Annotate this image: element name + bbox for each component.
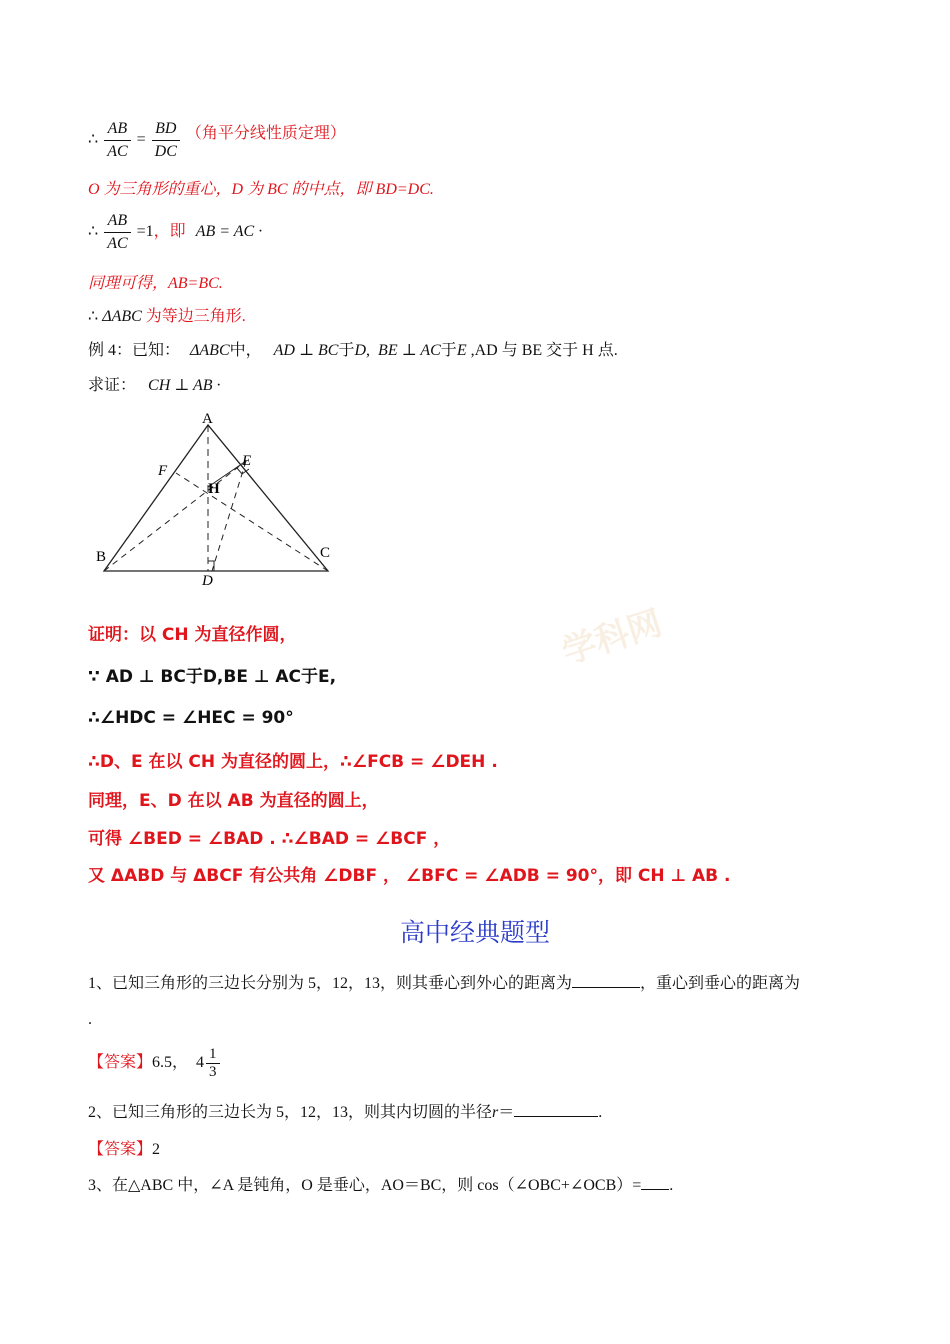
- ratio-equal-line: ∴ $\frac{AB}{AC}$ =1，即 AB = AC ·: [88, 210, 262, 255]
- proof-line-3: ∴∠HDC = ∠HEC = 90°: [88, 708, 294, 728]
- therefore-symbol: ∴: [88, 131, 99, 149]
- fraction-ab-ac: $\frac{AB}{AC}$: [104, 118, 130, 163]
- proof-line-2: ∵ AD ⊥ BC于D,BE ⊥ AC于E,: [88, 667, 337, 687]
- question-1: 1、已知三角形的三边长分别为 5，12，13，则其垂心到外心的距离为 ，重心到垂心的距离为: [88, 975, 801, 992]
- section-title: 高中经典题型: [399, 920, 550, 947]
- fraction-bd-dc: $\frac{BD}{DC}$: [152, 118, 180, 163]
- theorem-note: （角平分线性质定理）: [185, 125, 346, 143]
- answer-blank-3: [641, 1189, 669, 1190]
- answer-1: 【答案】6.5， 4 $\frac{1}{3}$: [88, 1046, 222, 1081]
- fraction-ab-ac-2: $\frac{AB}{AC}$: [104, 210, 130, 255]
- segment-ed: [212, 461, 246, 571]
- triangle-figure: [96, 405, 336, 590]
- label-e: E: [242, 453, 252, 469]
- altitude-be: [104, 461, 246, 571]
- question-2: 2、已知三角形的三边长为 5，12，13，则其内切圆的半径r＝ .: [88, 1104, 603, 1121]
- triangle-abc: [104, 425, 331, 571]
- proof-line-1: 证明：以 CH 为直径作圆，: [88, 625, 297, 645]
- label-h: H: [208, 481, 220, 497]
- proof-line-6: 可得 ∠BED = ∠BAD . ∴∠BAD = ∠BCF ，: [88, 829, 451, 849]
- answer-2: 【答案】2: [88, 1141, 161, 1158]
- label-c: C: [320, 545, 331, 561]
- label-a: A: [202, 411, 213, 427]
- prove-statement: 求证： CH ⊥ AB ·: [88, 377, 221, 394]
- equilateral-conclusion: ∴ ΔABC 为等边三角形.: [88, 308, 246, 325]
- answer-blank-1: [572, 987, 640, 988]
- label-b: B: [96, 549, 107, 565]
- similar-statement: 同理可得，AB=BC.: [88, 275, 223, 292]
- watermark: 学科网: [557, 603, 667, 673]
- question-3: 3、在△ABC 中，∠A 是钝角，O 是垂心，AO＝BC，则 cos（∠OBC+∠OCB）= .: [88, 1177, 674, 1194]
- proof-line-5: 同理，E、D 在以 AB 为直径的圆上，: [88, 791, 379, 811]
- altitude-cf: [176, 473, 331, 571]
- label-d: D: [202, 573, 213, 589]
- answer-blank-2: [514, 1116, 598, 1117]
- ratio-line: ∴ $\frac{AB}{AC}$ = $\frac{BD}{DC}$ （角平分线性质定理）: [88, 118, 346, 163]
- fraction-one-third: $\frac{1}{3}$: [206, 1046, 220, 1081]
- centroid-statement: O 为三角形的重心，D 为 BC 的中点，即 BD=DC.: [88, 181, 434, 198]
- proof-line-4: ∴D、E 在以 CH 为直径的圆上，∴∠FCB = ∠DEH .: [88, 752, 498, 772]
- proof-line-7: 又 ΔABD 与 ΔBCF 有公共角 ∠DBF ， ∠BFC = ∠ADB = 90°，即 CH ⊥ AB .: [88, 866, 731, 886]
- label-f: F: [158, 463, 168, 479]
- question-1-end: .: [88, 1011, 92, 1028]
- example-4-statement: 例 4：已知： ΔABC中， AD ⊥ BC于D, BE ⊥ AC于E ,AD 与 BE 交于 H 点.: [88, 342, 618, 359]
